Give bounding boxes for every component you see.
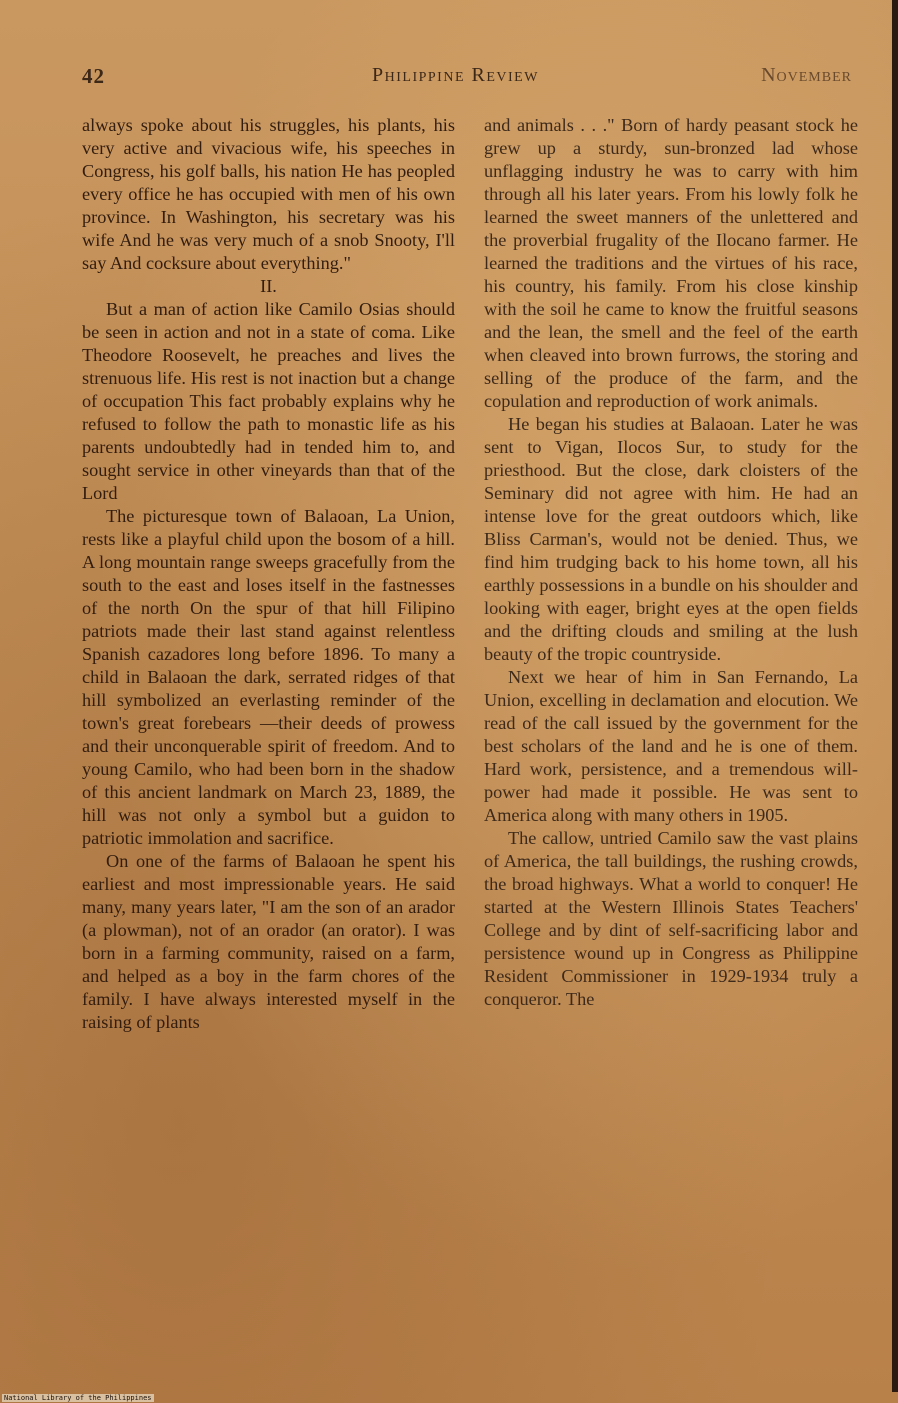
left-column — [82, 114, 455, 1034]
publication-title: Philippine Review — [372, 64, 539, 86]
paragraph: He began his studies at Balaoan. Later he was sent to Vigan, Ilocos Sur, to study for the priesthood. But the close, dark cloisters of the Seminary did not agree with him. He had an intense love for the great outdoors which, like Bliss Carman's, would not be denied. Thus, we find him trudging back to his home town, all his earthly possessions in a bundle on his shoulder and looking with eager, bright eyes at the open fields and the drifting clouds and smiling at the lush beauty of the tropic countryside. — [484, 414, 858, 664]
right-column — [484, 114, 858, 1011]
paragraph: and animals . . ." Born of hardy peasant stock he grew up a sturdy, sun-bronzed lad whose unflagging industry he was to carry with him through all his later years. From his lowly folk he learned the sweet manners of the unlettered and the proverbial frugality of the Ilocano farmer. He learned the traditions and the virtues of his race, his country, his family. From his close kinship with the soil he came to know the fruitful seasons and the lean, the smell and the feel of the earth when cleaved into brown furrows, the storing and selling of the produce of the farm, and the copulation and reproduction of work animals. — [484, 115, 858, 411]
paragraph: On one of the farms of Balaoan he spent his earliest and most impressionable years. He said many, many years later, "I am the son of an arador (a plowman), not of an orador (an orator). I was born in a farming community, raised on a farm, and helped as a boy in the farm chores of the family. I have always interested myself in the raising of plants — [82, 851, 455, 1032]
paragraph: The picturesque town of Balaoan, La Union, rests like a playful child upon the bosom of a hill. A long mountain range sweeps gracefully from the south to the east and loses itself in the fastnesses of the north On the spur of that hill Filipino patriots made their last stand against relentless Spanish cazadores long before 1896. To many a child in Balaoan the dark, serrated ridges of that hill symbolized an everlasting reminder of the town's great forebears —their deeds of prowess and their unconquerable spirit of freedom. And to young Camilo, who had been born in the shadow of this ancient landmark on March 23, 1889, the hill was not only a symbol but a guidon to patriotic immolation and sacrifice. — [82, 506, 455, 848]
paragraph: always spoke about his struggles, his plants, his very active and vivacious wife, his speeches in Congress, his golf balls, his nation He has peopled every office he has occupied with men of his own province. In Washington, his secretary was his wife And he was very much of a snob Snooty, I'll say And cocksure about everything." — [82, 115, 455, 273]
paragraph: Next we hear of him in San Fernando, La Union, excelling in declamation and elocution. We read of the call issued by the government for the best scholars of the land and he is one of them. Hard work, persistence, and a tremendous will-power had made it possible. He was sent to America along with many others in 1905. — [484, 667, 858, 825]
paragraph: The callow, untried Camilo saw the vast plains of America, the tall buildings, the rushing crowds, the broad highways. What a world to conquer! He started at the Western Illinois States Teachers' College and by dint of self-sacrificing labor and persistence wound up in Congress as Philippine Resident Commissioner in 1929-1934 truly a conqueror. The — [484, 828, 858, 1009]
section-number: II. — [260, 276, 277, 296]
issue-month: November — [761, 64, 852, 86]
running-header — [82, 62, 852, 92]
paragraph: But a man of action like Camilo Osias should be seen in action and not in a state of coma. Like Theodore Roosevelt, he preaches and lives the strenuous life. His rest is not inaction but a change of occupation This fact probably explains why he refused to follow the path to monastic life as his parents undoubtedly had in tended him to, and sought service in other vineyards than that of the Lord — [82, 299, 455, 503]
page-number: 42 — [82, 64, 105, 88]
page-edge-shadow — [892, 0, 898, 1392]
library-credit: National Library of the Philippines — [4, 1394, 152, 1402]
